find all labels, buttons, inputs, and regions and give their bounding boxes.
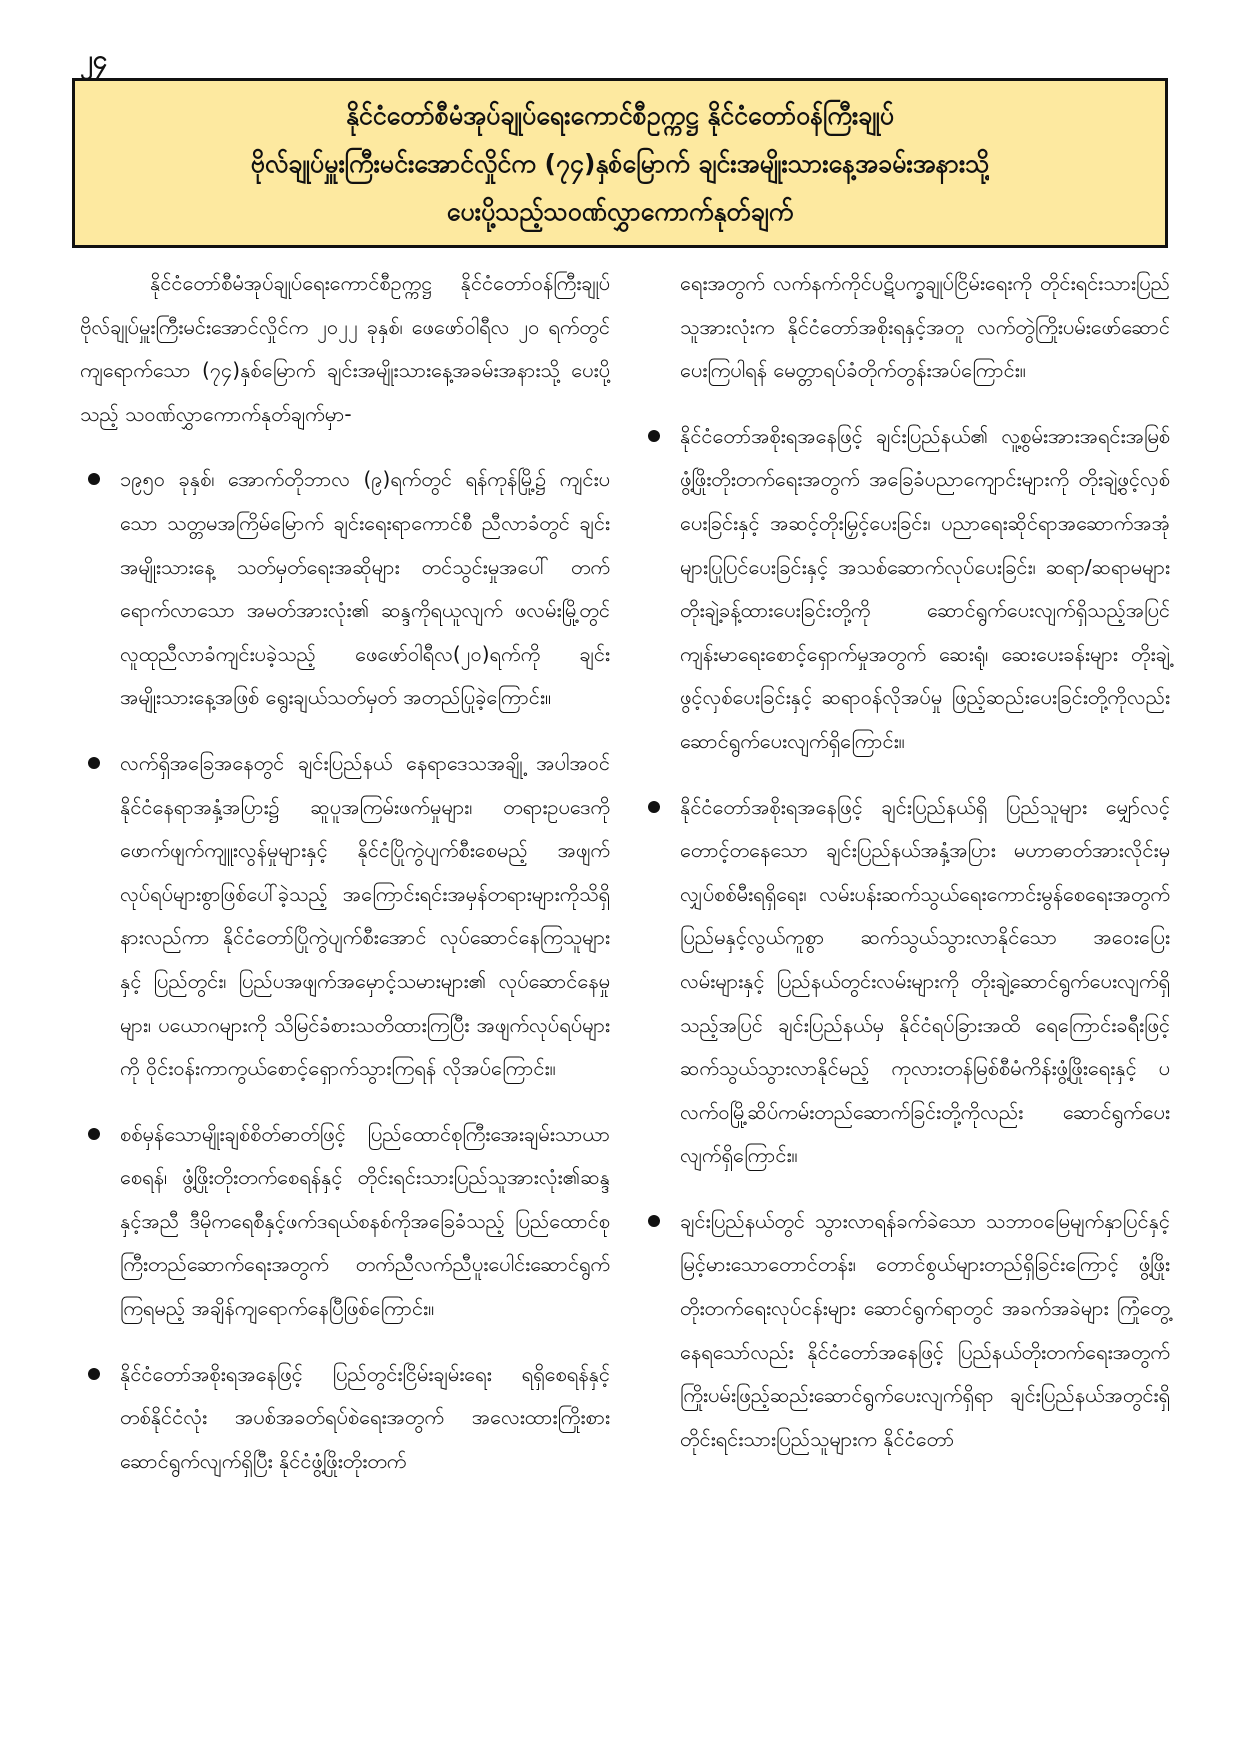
right-column — [640, 262, 1170, 1483]
bullet-continuation — [640, 262, 1170, 393]
left-column — [80, 262, 610, 1505]
bullet-item — [80, 458, 610, 720]
bullet-text: ချင်းပြည်နယ်တွင် သွားလာရန်ခက်ခဲသော သဘာဝမြေမျက်နှာပြင်နှင့် မြင့်မားသောတောင်တန်း၊ တောင်စွယ်များတည်ရှိခြင်းကြောင့် ဖွံ့ဖြိုးတိုးတက်ရေးလုပ်ငန်းများ ဆောင်ရွက်ရာတွင် အခက်အခဲများ ကြုံတွေ့နေရသော်လည်း နိုင်ငံတော်အနေဖြင့် ပြည်နယ်တိုးတက်ရေးအတွက် ကြိုးပမ်းဖြည့်ဆည်းဆောင်ရွက်ပေးလျက်ရှိရာ ချင်းပြည်နယ်အတွင်းရှိ တိုင်းရင်းသားပြည်သူများက နိုင်ငံတော် — [680, 1208, 1170, 1451]
bullet-text: နိုင်ငံတော်အစိုးရအနေဖြင့် ချင်းပြည်နယ်ရှိ ပြည်သူများ မျှော်လင့်တောင့်တနေသော ချင်းပြည်နယ်အနှံ့အပြား မဟာဓာတ်အားလိုင်းမှ လျှပ်စစ်မီးရရှိရေး၊ လမ်းပန်းဆက်သွယ်ရေးကောင်းမွန်စေရေးအတွက် ပြည်မနှင့်လွယ်ကူစွာ ဆက်သွယ်သွားလာနိုင်သော အဝေးပြေးလမ်းများနှင့် ပြည်နယ်တွင်းလမ်းများကို တိုးချဲ့ဆောင်ရွက်ပေးလျက်ရှိသည့်အပြင် ချင်းပြည်နယ်မှ နိုင်ငံရပ်ခြားအထိ ရေကြောင်းခရီးဖြင့် ဆက်သွယ်သွားလာနိုင်မည့် ကုလားတန်မြစ်စီမံကိန်းဖွံ့ဖြိုးရေးနှင့် ပလက်ဝမြို့ဆိပ်ကမ်းတည်ဆောက်ခြင်းတို့ကိုလည်း ဆောင်ရွက်ပေးလျက်ရှိကြောင်း။ — [680, 794, 1170, 1168]
bullet-dot-icon — [648, 801, 660, 813]
bullet-text: ၁၉၅၀ ခုနှစ်၊ အောက်တိုဘာလ (၉)ရက်တွင် ရန်ကုန်မြို့၌ ကျင်းပသော သတ္တမအကြိမ်မြောက် ချင်းရေးရာကောင်စီ ညီလာခံတွင် ချင်းအမျိုးသားနေ့ သတ်မှတ်ရေးအဆိုများ တင်သွင်းမှုအပေါ် တက်ရောက်လာသော အမတ်အားလုံး၏ ဆန္ဒကိုရယူလျက် ဖလမ်းမြို့တွင် လူထုညီလာခံကျင်းပခဲ့သည့် ဖေဖော်ဝါရီလ(၂၀)ရက်ကို ချင်းအမျိုးသားနေ့အဖြစ် ရွေးချယ်သတ်မှတ် အတည်ပြုခဲ့ကြောင်း။ — [120, 467, 610, 710]
bullet-dot-icon — [648, 1215, 660, 1227]
bullet-item — [80, 742, 610, 1091]
continuation-text: ရေးအတွက် လက်နက်ကိုင်ပဋိပက္ခချုပ်ငြိမ်းရေးကို တိုင်းရင်းသားပြည်သူအားလုံးက နိုင်ငံတော်အစိုးရနှင့်အတူ လက်တွဲကြိုးပမ်းဖော်ဆောင်ပေးကြပါရန် မေတ္တာရပ်ခံတိုက်တွန်းအပ်ကြောင်း။ — [680, 271, 1170, 383]
bullet-item — [80, 1353, 610, 1484]
bullet-item — [640, 786, 1170, 1178]
bullet-item — [640, 415, 1170, 764]
title-line-2: ဗိုလ်ချုပ်မှူးကြီးမင်းအောင်လှိုင်က (၇၄)နှစ်မြောက် ချင်းအမျိုးသားနေ့အခမ်းအနားသို့ — [250, 149, 990, 178]
bullet-text: လက်ရှိအခြေအနေတွင် ချင်းပြည်နယ် နေရာဒေသအချို့ အပါအဝင် နိုင်ငံနေရာအနှံ့အပြား၌ ဆူပူအကြမ်းဖက်မှုများ၊ တရားဥပဒေကို ဖောက်ဖျက်ကျူးလွန်မှုများနှင့် နိုင်ငံပြိုကွဲပျက်စီးစေမည့် အဖျက်လုပ်ရပ်များစွာဖြစ်ပေါ်ခဲ့သည့် အကြောင်းရင်းအမှန်တရားများကိုသိရှိနားလည်ကာ နိုင်ငံတော်ပြိုကွဲပျက်စီးအောင် လုပ်ဆောင်နေကြသူများနှင့် ပြည်တွင်း၊ ပြည်ပအဖျက်အမှောင့်သမားများ၏ လုပ်ဆောင်နေမှုများ၊ ပယောဂများကို သိမြင်ခံစားသတိထားကြပြီး အဖျက်လုပ်ရပ်များကို ဝိုင်းဝန်းကာကွယ်စောင့်ရှောက်သွားကြရန် လိုအပ်ကြောင်း။ — [120, 750, 610, 1081]
bullet-text: နိုင်ငံတော်အစိုးရအနေဖြင့် ပြည်တွင်းငြိမ်းချမ်းရေး ရရှိစေရန်နှင့် တစ်နိုင်ငံလုံး အပစ်အခတ်ရပ်စဲရေးအတွက် အလေးထားကြိုးစားဆောင်ရွက်လျက်ရှိပြီး နိုင်ငံဖွံ့ဖြိုးတိုးတက် — [120, 1361, 610, 1473]
bullet-dot-icon — [648, 430, 660, 442]
bullet-text: နိုင်ငံတော်အစိုးရအနေဖြင့် ချင်းပြည်နယ်၏ လူ့စွမ်းအားအရင်းအမြစ်ဖွံ့ဖြိုးတိုးတက်ရေးအတွက် အခြေခံပညာကျောင်းများကို တိုးချဲ့ဖွင့်လှစ်ပေးခြင်းနှင့် အဆင့်တိုးမြှင့်ပေးခြင်း၊ ပညာရေးဆိုင်ရာအဆောက်အအုံများပြုပြင်ပေးခြင်းနှင့် အသစ်ဆောက်လုပ်ပေးခြင်း၊ ဆရာ/ဆရာမများ တိုးချဲ့ခန့်ထားပေးခြင်းတို့ကို ဆောင်ရွက်ပေးလျက်ရှိသည့်အပြင် ကျန်းမာရေးစောင့်ရှောက်မှုအတွက် ဆေးရုံ၊ ဆေးပေးခန်းများ တိုးချဲ့ဖွင့်လှစ်ပေးခြင်းနှင့် ဆရာဝန်လိုအပ်မှု ဖြည့်ဆည်းပေးခြင်းတို့ကိုလည်း ဆောင်ရွက်ပေးလျက်ရှိကြောင်း။ — [680, 423, 1170, 753]
page-number: ၂၄ — [80, 45, 108, 75]
bullet-item — [80, 1113, 610, 1331]
title-line-3: ပေးပို့သည့်သဝဏ်လွှာကောက်နုတ်ချက် — [446, 197, 794, 226]
intro-paragraph: နိုင်ငံတော်စီမံအုပ်ချုပ်ရေးကောင်စီဥက္ကဋ္ဌ နိုင်ငံတော်ဝန်ကြီးချုပ် ဗိုလ်ချုပ်မှူးကြီးမင်းအောင်လှိုင်က ၂၀၂၂ ခုနှစ်၊ ဖေဖော်ဝါရီလ ၂၀ ရက်တွင်ကျရောက်သော (၇၄)နှစ်မြောက် ချင်းအမျိုးသားနေ့အခမ်းအနားသို့ ပေးပို့သည့် သဝဏ်လွှာကောက်နုတ်ချက်မှာ- — [80, 271, 610, 426]
title-line-1: နိုင်ငံတော်စီမံအုပ်ချုပ်ရေးကောင်စီဥက္ကဋ္ဌ နိုင်ငံတော်ဝန်ကြီးချုပ် — [345, 101, 895, 130]
bullet-dot-icon — [88, 473, 100, 485]
bullet-item — [640, 1200, 1170, 1462]
bullet-dot-icon — [88, 757, 100, 769]
bullet-text: စစ်မှန်သောမျိုးချစ်စိတ်ဓာတ်ဖြင့် ပြည်ထောင်စုကြီးအေးချမ်းသာယာစေရန်၊ ဖွံ့ဖြိုးတိုးတက်စေရန်နှင့် တိုင်းရင်းသားပြည်သူအားလုံး၏ဆန္ဒနှင့်အညီ ဒီမိုကရေစီနှင့်ဖက်ဒရယ်စနစ်ကိုအခြေခံသည့် ပြည်ထောင်စုကြီးတည်ဆောက်ရေးအတွက် တက်ညီလက်ညီပူးပေါင်းဆောင်ရွက်ကြရမည့် အချိန်ကျရောက်နေပြီဖြစ်ကြောင်း။ — [120, 1121, 610, 1321]
bullet-dot-icon — [88, 1128, 100, 1140]
bullet-dot-icon — [88, 1368, 100, 1380]
title-box — [72, 78, 1168, 248]
